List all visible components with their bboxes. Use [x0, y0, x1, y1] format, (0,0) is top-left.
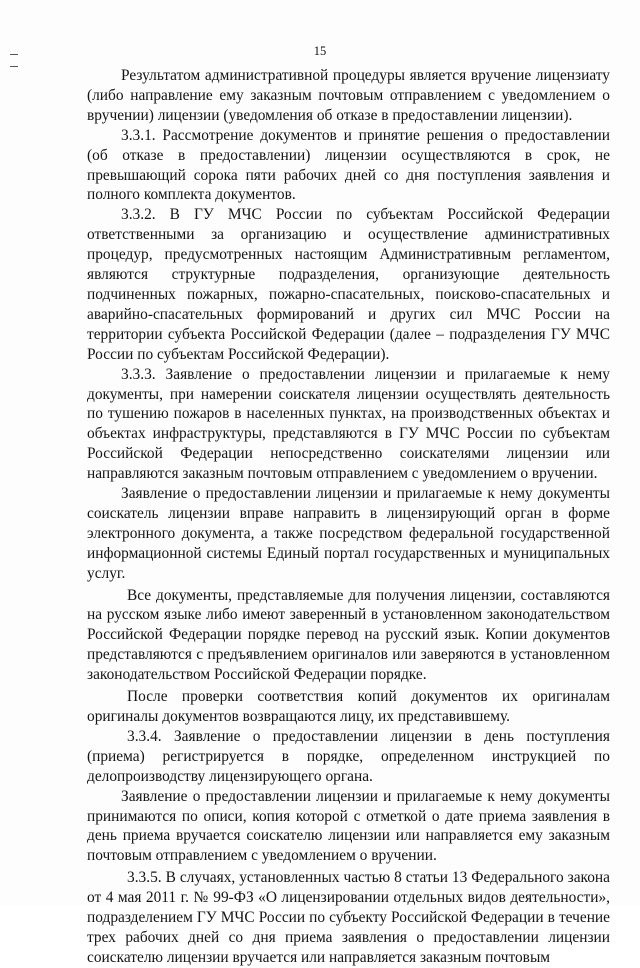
paragraph-electronic-submission: Заявление о предоставлении лицензии и прилагаемые к нему документы соискатель лицензии вправе направить в лицензирующий орган в форме электронного документа, а также посредством федеральной государственной информационной системы Единый портал государственных и муниципальных услуг. — [87, 485, 610, 582]
paragraph-3-3-4: 3.3.4. Заявление о предоставлении лицензии в день поступления (приема) регистрируется в порядке, определенном инструкцией по делопроизводству лицензирующего органа. — [87, 727, 610, 785]
document-body — [87, 66, 610, 968]
paragraph-document-language: Все документы, представляемые для получения лицензии, составляются на русском языке либо имеют заверенный в установленном законодательством Российской Федерации порядке перевод на русский язык. Копии документов представляются с предъявлением оригиналов или заверяются в установленном законодательством Российской Федерации порядке. — [87, 586, 610, 684]
paragraph-3-3-3: 3.3.3. Заявление о предоставлении лицензии и прилагаемые к нему документы, при намерении соискателя лицензии осуществлять деятельность по тушению пожаров в населенных пунктах, на производственных объектах и объектах инфраструктуры, представляются в ГУ МЧС России по субъектам Российской Федерации непосредственно соискателями лицензии или направляются заказным почтовым отправлением с уведомлением о вручении. — [87, 365, 610, 483]
paragraph-3-3-2: 3.3.2. В ГУ МЧС России по субъектам Российской Федерации ответственными за организацию и осуществление административных процедур, предусмотренных настоящим Административным регламентом, являются структурные подразделения, организующие деятельность подчиненных пожарных, пожарно-спасательных, поисково-спасательных и аварийно-спасательных формирований и других сил МЧС России на территории субъекта Российской Федерации (далее – подразделения ГУ МЧС России по субъектам Российской Федерации). — [87, 206, 610, 363]
scan-artifact-mark — [10, 66, 18, 67]
paragraph-3-3-5: 3.3.5. В случаях, установленных частью 8 статьи 13 Федерального закона от 4 мая 2011 г. № 99-ФЗ «О лицензировании отдельных видов деятельности», подразделением ГУ МЧС России по субъекту Российской Федерации в течение трех рабочих дней со дня приема заявления о предоставлении лицензии соискателю лицензии вручается или направляется заказным почтовым — [87, 869, 610, 966]
page-number: 15 — [313, 44, 327, 58]
paragraph-inventory: Заявление о предоставлении лицензии и прилагаемые к нему документы принимаются по описи, копия которой с отметкой о дате приема заявления в день приема вручается соискателю лицензии или направляется ему заказным почтовым отправлением с уведомлением о вручении. — [87, 787, 610, 865]
paragraph-3-3-1: 3.3.1. Рассмотрение документов и принятие решения о предоставлении (об отказе в предоставлении) лицензии осуществляются в срок, не превышающий сорока пяти рабочих дней со дня поступления заявления и полного комплекта документов. — [87, 126, 610, 204]
paragraph-result: Результатом административной процедуры является вручение лицензиату (либо направление ему заказным почтовым отправлением с уведомлением о вручении) лицензии (уведомления об отказе в предоставлении лицензии). — [87, 67, 610, 124]
paragraph-originals-return: После проверки соответствия копий документов их оригиналам оригиналы документов возвращаются лицу, их представившему. — [87, 688, 610, 725]
